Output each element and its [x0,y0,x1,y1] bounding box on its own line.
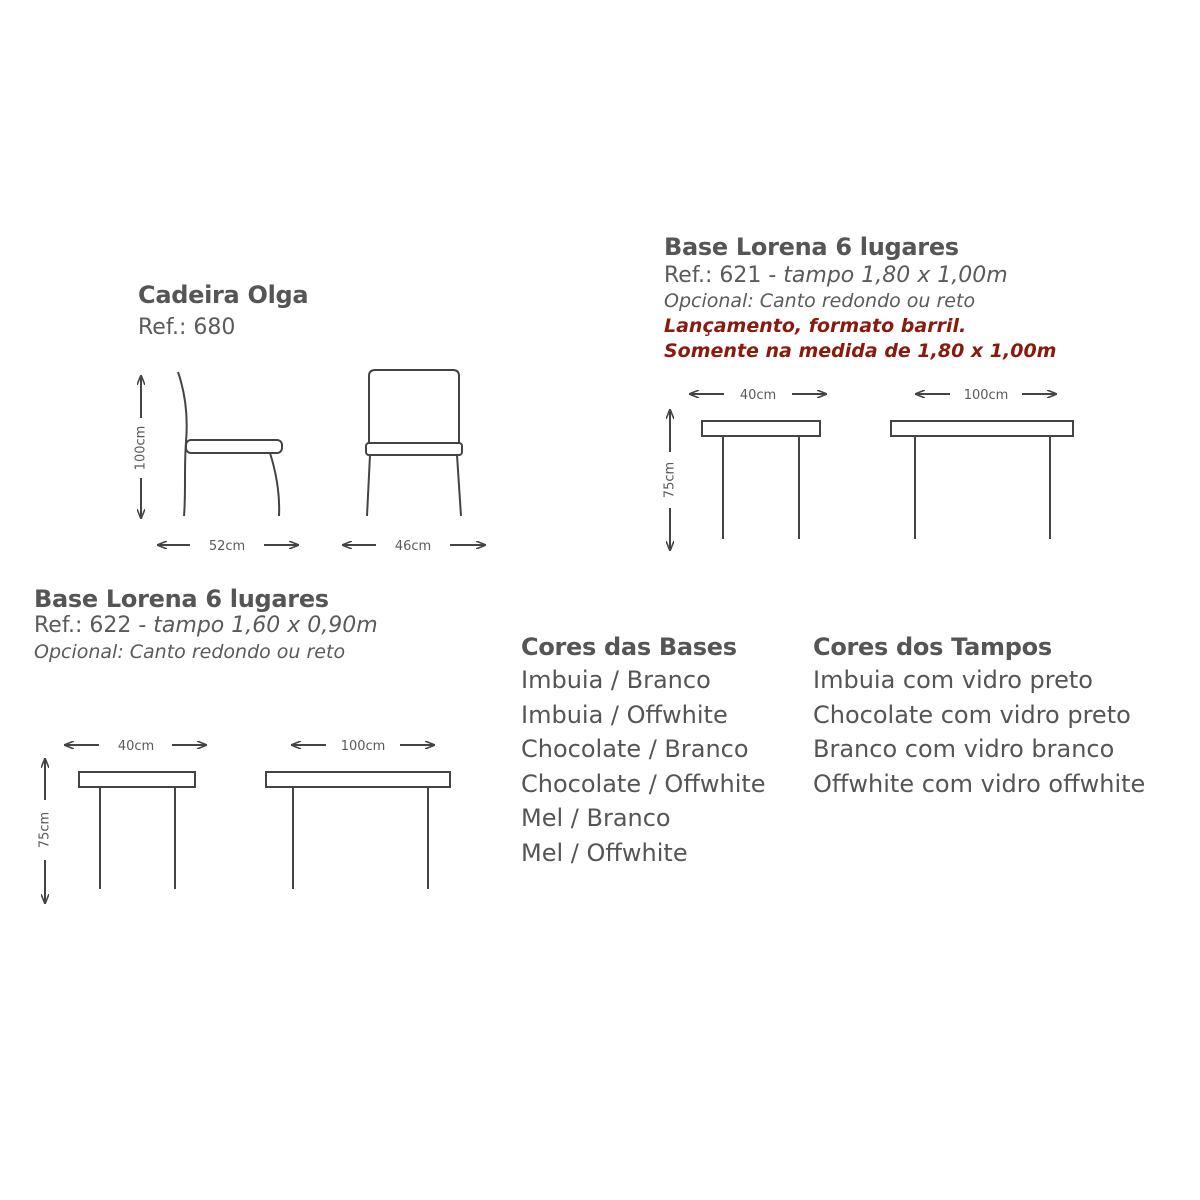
chair-height-label: 100cm [133,425,149,471]
base-color-item: Chocolate / Offwhite [521,769,766,798]
table-621-front-view [891,421,1073,539]
base-color-item: Chocolate / Branco [521,735,749,763]
table-621-side-view [702,421,820,539]
top-color-item: Chocolate com vidro preto [813,700,1131,729]
table-621-ref-prefix: Ref.: 621 - [664,263,784,288]
table-622-side-width-label: 40cm [117,739,155,754]
base-color-item: Mel / Offwhite [521,838,688,867]
table-621-launch-line1: Lançamento, formato barril. [664,315,967,337]
top-colors-title: Cores dos Tampos [813,633,1052,661]
top-color-item: Offwhite com vidro offwhite [813,769,1146,798]
table-621-optional: Opcional: Canto redondo ou reto [664,290,976,312]
table-622-title: Base Lorena 6 lugares [34,585,329,613]
table-622-height-label: 75cm [37,811,53,849]
table-621-title: Base Lorena 6 lugares [664,233,959,261]
table-621-launch-line2: Somente na medida de 1,80 x 1,00m [664,340,1057,362]
chair-front-view [366,370,462,516]
top-color-item: Branco com vidro branco [813,735,1115,763]
table-621-ref-tampo: tampo 1,80 x 1,00m [783,263,1008,288]
table-621-side-width-label: 40cm [739,388,777,403]
chair-ref: Ref.: 680 [138,315,236,340]
chair-width-label: 46cm [394,539,432,554]
base-color-item: Imbuia / Branco [521,666,711,694]
chair-side-view [178,372,282,516]
chair-title: Cadeira Olga [138,281,309,309]
chair-depth-label: 52cm [208,539,246,554]
table-622-optional: Opcional: Canto redondo ou reto [34,641,346,663]
top-color-item: Imbuia com vidro preto [813,666,1093,694]
base-color-item: Imbuia / Offwhite [521,700,728,729]
table-621-height-label: 75cm [662,461,678,499]
table-622-side-view [79,772,195,889]
base-colors-title: Cores das Bases [521,633,737,661]
table-621-front-width-label: 100cm [963,388,1009,403]
base-color-item: Mel / Branco [521,804,671,832]
table-622-ref-tampo: tampo 1,60 x 0,90m [153,613,378,638]
table-622-front-width-label: 100cm [340,739,386,754]
table-622-front-view [266,772,450,889]
table-622-ref-prefix: Ref.: 622 - [34,613,154,638]
